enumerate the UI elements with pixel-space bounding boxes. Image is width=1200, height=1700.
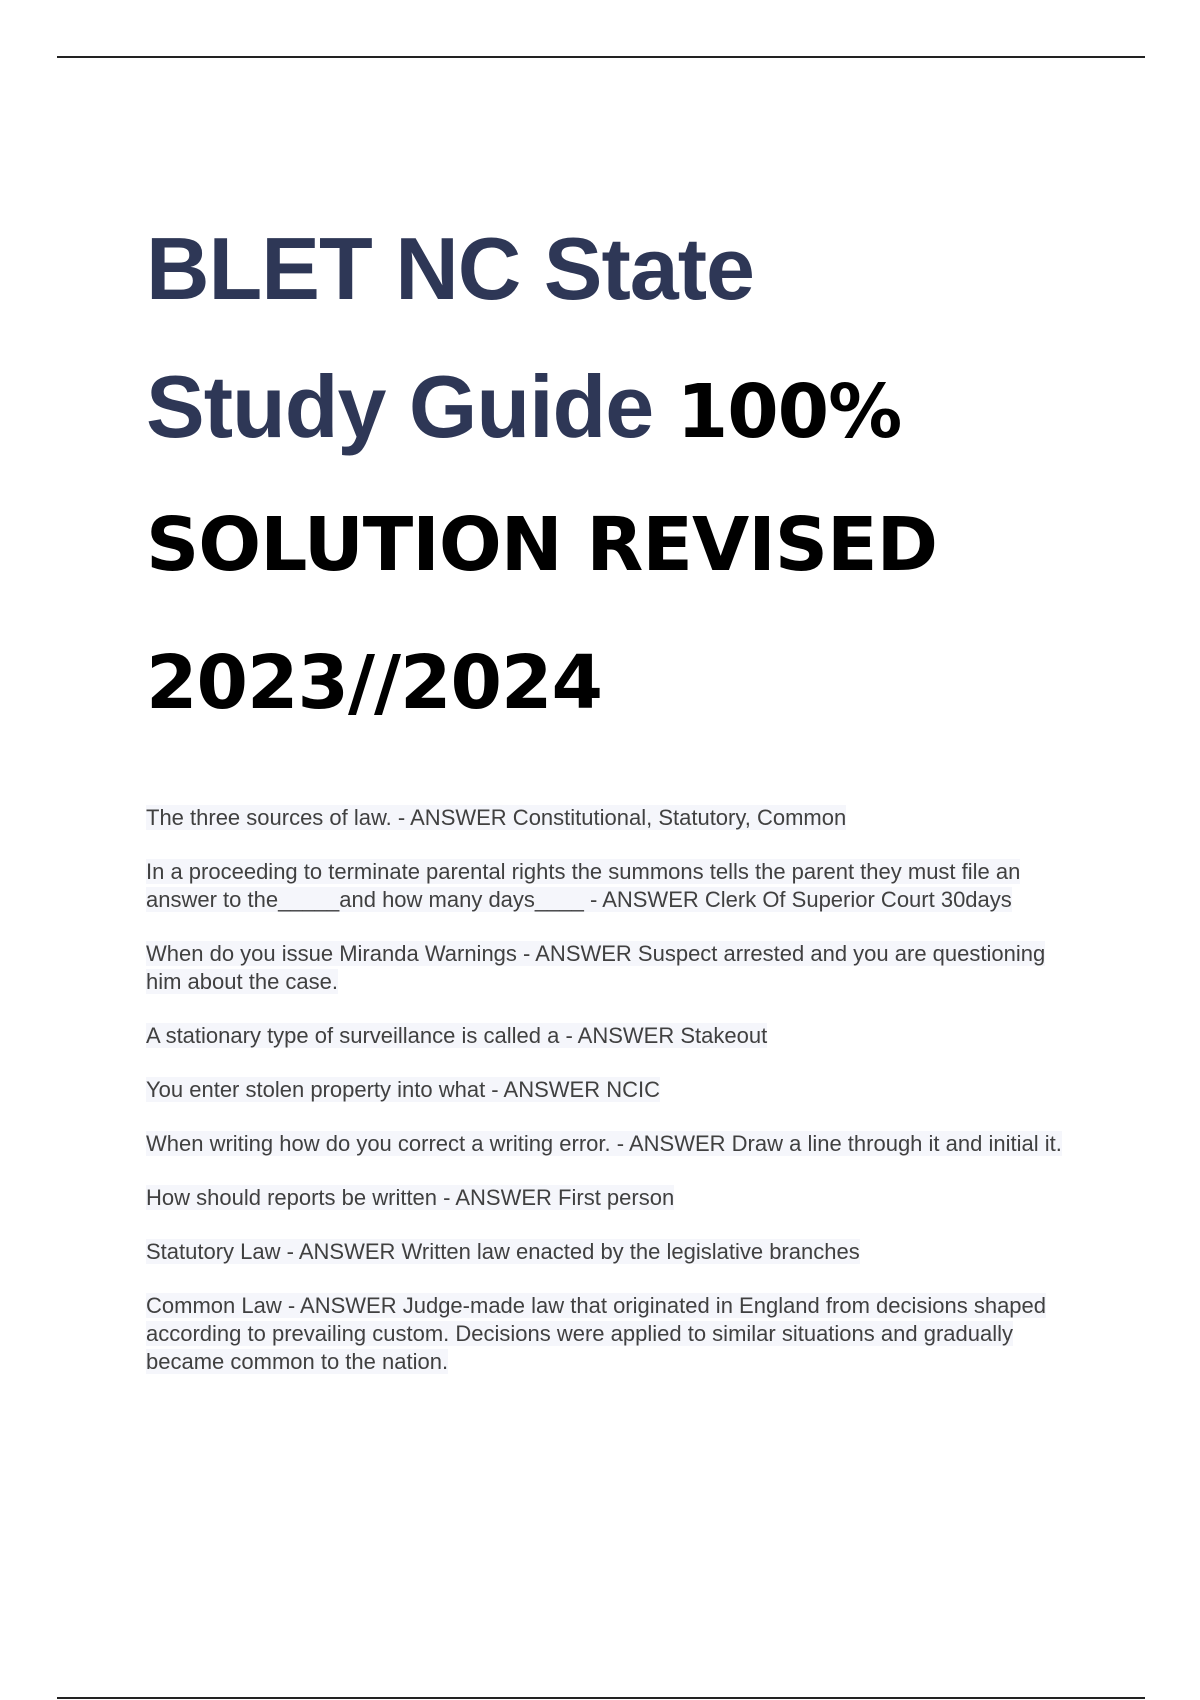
- footer-rule: [57, 1697, 1145, 1699]
- qa-text: Common Law - ANSWER Judge-made law that originated in England from decisions shaped according to prevailing custom. Decisions were applied to similar situations and gradually became common to the nation.: [146, 1293, 1047, 1374]
- qa-item: [146, 858, 1086, 914]
- qa-item: [146, 804, 1086, 832]
- qa-item: [146, 1130, 1086, 1158]
- title-line-1: [146, 200, 1046, 338]
- qa-text: You enter stolen property into what - ANSWER NCIC: [146, 1077, 660, 1102]
- document-title: [146, 200, 1046, 752]
- qa-item: [146, 940, 1086, 996]
- qa-item: [146, 1292, 1086, 1376]
- title-part: BLET NC State: [146, 219, 754, 318]
- title-line-4: [146, 614, 1046, 752]
- header-rule: [57, 56, 1145, 58]
- qa-item: [146, 1184, 1086, 1212]
- qa-text: The three sources of law. - ANSWER Constitutional, Statutory, Common: [146, 805, 847, 830]
- qa-item: [146, 1022, 1086, 1050]
- title-part: Study Guide: [146, 357, 677, 456]
- qa-text: When writing how do you correct a writing error. - ANSWER Draw a line through it and initial it.: [146, 1131, 1062, 1156]
- title-line-3: [146, 476, 1046, 614]
- qa-list: [146, 804, 1086, 1402]
- qa-text: How should reports be written - ANSWER First person: [146, 1185, 675, 1210]
- qa-text: Statutory Law - ANSWER Written law enacted by the legislative branches: [146, 1239, 860, 1264]
- qa-text: In a proceeding to terminate parental rights the summons tells the parent they must file an answer to the_____and how many days____ - ANSWER Clerk Of Superior Court 30days: [146, 859, 1021, 912]
- qa-text: When do you issue Miranda Warnings - ANSWER Suspect arrested and you are questioning him about the case.: [146, 941, 1046, 994]
- title-part: SOLUTION REVISED: [146, 502, 938, 588]
- qa-item: [146, 1076, 1086, 1104]
- qa-text: A stationary type of surveillance is called a - ANSWER Stakeout: [146, 1023, 768, 1048]
- title-part: 100%: [676, 369, 902, 455]
- title-part: 2023//2024: [146, 640, 602, 726]
- title-line-2: [146, 338, 1046, 476]
- qa-item: [146, 1238, 1086, 1266]
